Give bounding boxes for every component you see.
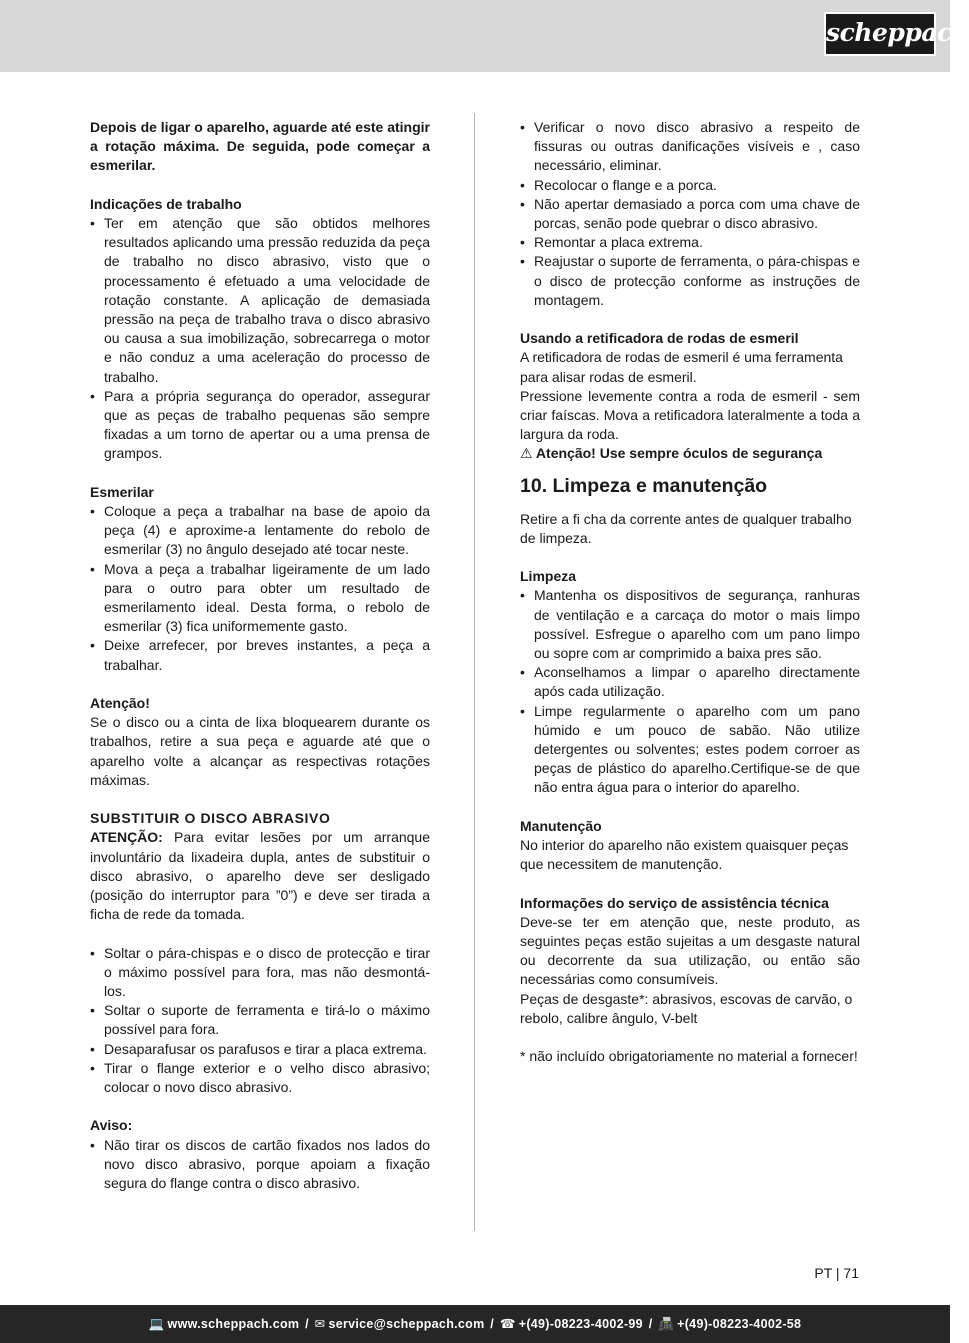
email-icon: ✉ <box>314 1317 326 1331</box>
footer-phone: +(49)-08223-4002-99 <box>518 1317 643 1331</box>
list-item: • Mova a peça a trabalhar ligeiramente de um lado para o outro para obter um resultado de esmerilamento ideal. Desta forma, o rebolo de esmerilar (3) fica uniformemente gasto. <box>90 560 430 637</box>
service-heading: Informações do serviço de assistência técnica <box>520 894 829 911</box>
list-item: • Reajustar o suporte de ferramenta, o pára-chispas e o disco de protecção conforme as instruções de montagem. <box>520 252 860 310</box>
dresser-heading: Usando a retificadora de rodas de esmeril <box>520 330 799 347</box>
list-item: • Não tirar os discos de cartão fixados nos lados do novo disco abrasivo, porque apoiam a fixação segura do flange contra o disco abrasivo. <box>90 1136 430 1194</box>
footer-fax: +(49)-08223-4002-58 <box>677 1317 802 1331</box>
scheppach-logo: scheppach <box>824 12 936 56</box>
replace-steps-list <box>90 944 430 1098</box>
safety-warning: ⚠ Atenção! Use sempre óculos de segurança <box>520 445 823 462</box>
section-intro: Retire a fi cha da corrente antes de qualquer trabalho de limpeza. <box>520 510 852 546</box>
footer-email[interactable]: service@scheppach.com <box>328 1317 485 1331</box>
notice-list <box>90 1136 430 1194</box>
footer-bar <box>0 1305 950 1343</box>
replace-disc-heading: SUBSTITUIR O DISCO ABRASIVO <box>90 810 331 827</box>
footer-website[interactable]: www.scheppach.com <box>167 1317 300 1331</box>
list-item: • Verificar o novo disco abrasivo a respeito de fissuras ou outras danificações visíveis e , caso necessário, eliminar. <box>520 118 860 176</box>
phone-icon: ☎ <box>499 1317 516 1331</box>
list-item: • Aconselhamos a limpar o aparelho directamente após cada utilização. <box>520 663 860 701</box>
replace-disc-body: Para evitar lesões por um arranque involuntário da lixadeira dupla, antes de substituir o disco abrasivo, o aparelho deve ser desligado (posição do interruptor para ”0”) e deve ser tirada a ficha de rede da tomada. <box>90 829 430 923</box>
header-band <box>0 0 950 72</box>
list-item: • Para a própria segurança do operador, assegurar que as peças de trabalho pequenas são sempre fixadas a um torno de apertar ou a uma prensa de grampos. <box>90 387 430 464</box>
work-instructions-list <box>90 214 430 464</box>
attention-heading: Atenção! <box>90 695 150 712</box>
dresser-instructions: Pressione levemente contra a roda de esmeril - sem criar faíscas. Mova a retificadora lateralmente a toda a largura da roda. <box>520 387 860 443</box>
maintenance-text: No interior do aparelho não existem quaisquer peças que necessitem de manutenção. <box>520 837 849 873</box>
list-item: • Recolocar o flange e a porca. <box>520 176 860 195</box>
wear-parts-text: Peças de desgaste*: abrasivos, escovas de carvão, o rebolo, calibre ângulo, V-belt <box>520 990 853 1026</box>
attention-text: Se o disco ou a cinta de lixa bloquearem durante os trabalhos, retire a sua peça e aguarde até que o aparelho volte a alcançar as respectivas rotações máximas. <box>90 714 430 788</box>
cleaning-heading: Limpeza <box>520 568 577 585</box>
fax-icon: 📠 <box>658 1317 675 1331</box>
section-title: 10. Limpeza e manutenção <box>520 474 768 497</box>
column-divider <box>474 113 475 1231</box>
maintenance-heading: Manutenção <box>520 817 602 834</box>
footer-separator: / <box>305 1317 309 1331</box>
intro-text: Depois de ligar o aparelho, aguarde até este atingir a rotação máxima. De seguida, pode começar a esmerilar. <box>90 119 430 174</box>
list-item: • Limpe regularmente o aparelho com um pano húmido e um pouco de sabão. Não utilize detergentes ou solventes; estes podem corroer as peças de plástico do aparelho.Certifique-se de que não entra água para o interior do aparelho. <box>520 702 860 798</box>
list-item: • Não apertar demasiado a porca com uma chave de porcas, senão pode quebrar o disco abrasivo. <box>520 195 860 233</box>
replace-steps-continued-list <box>520 118 860 310</box>
list-item: • Mantenha os dispositivos de segurança, ranhuras de ventilação e a carcaça do motor o mais limpo possível. Esfregue o aparelho com um pano limpo ou sopre com ar comprimido a baixa pres são. <box>520 586 860 663</box>
list-item: • Remontar a placa extrema. <box>520 233 860 252</box>
work-instructions-heading: Indicações de trabalho <box>90 195 242 212</box>
grinding-list <box>90 502 430 675</box>
right-column <box>520 118 860 1066</box>
footer-separator: / <box>648 1317 653 1331</box>
service-text: Deve-se ter em atenção que, neste produto, as seguintes peças estão sujeitas a um desgaste natural ou decorrente da sua utilização, ou então são necessárias como consumíveis. <box>520 913 860 988</box>
footer-separator: / <box>490 1317 495 1331</box>
list-item: • Coloque a peça a trabalhar na base de apoio da peça (4) e aproxime-a lentamente do rebolo de esmerilar (3) no ângulo desejado até tocar neste. <box>90 502 430 560</box>
list-item: • Deixe arrefecer, por breves instantes, a peça a trabalhar. <box>90 636 430 674</box>
list-item: • Ter em atenção que são obtidos melhores resultados aplicando uma pressão reduzida da peça de trabalho no disco abrasivo, visto que o processamento é efetuado a uma velocidade de rotação constante. A aplicação de demasiada pressão na peça de trabalho trava o disco abrasivo ou causa a sua imobilização, sobrecarrega o motor e não conduz a uma aceleração do processo de trabalho. <box>90 214 430 387</box>
computer-icon: 💻 <box>148 1317 165 1331</box>
replace-disc-text <box>90 828 430 924</box>
grinding-heading: Esmerilar <box>90 483 154 500</box>
page-number: PT | 71 <box>814 1265 859 1281</box>
list-item: • Desaparafusar os parafusos e tirar a placa extrema. <box>90 1040 430 1059</box>
left-column <box>90 118 430 1193</box>
dresser-text: A retificadora de rodas de esmeril é uma ferramenta para alisar rodas de esmeril. <box>520 349 843 385</box>
replace-disc-lead: ATENÇÃO: <box>90 829 163 846</box>
notice-heading: Aviso: <box>90 1117 133 1134</box>
list-item: • Soltar o suporte de ferramenta e tirá-lo o máximo possível para fora. <box>90 1001 430 1039</box>
list-item: • Soltar o pára-chispas e o disco de protecção e tirar o máximo possível para fora, mas não desmontá-los. <box>90 944 430 1002</box>
list-item: • Tirar o flange exterior e o velho disco abrasivo; colocar o novo disco abrasivo. <box>90 1059 430 1097</box>
cleaning-list <box>520 586 860 797</box>
footnote: * não incluído obrigatoriamente no material a fornecer! <box>520 1048 858 1065</box>
